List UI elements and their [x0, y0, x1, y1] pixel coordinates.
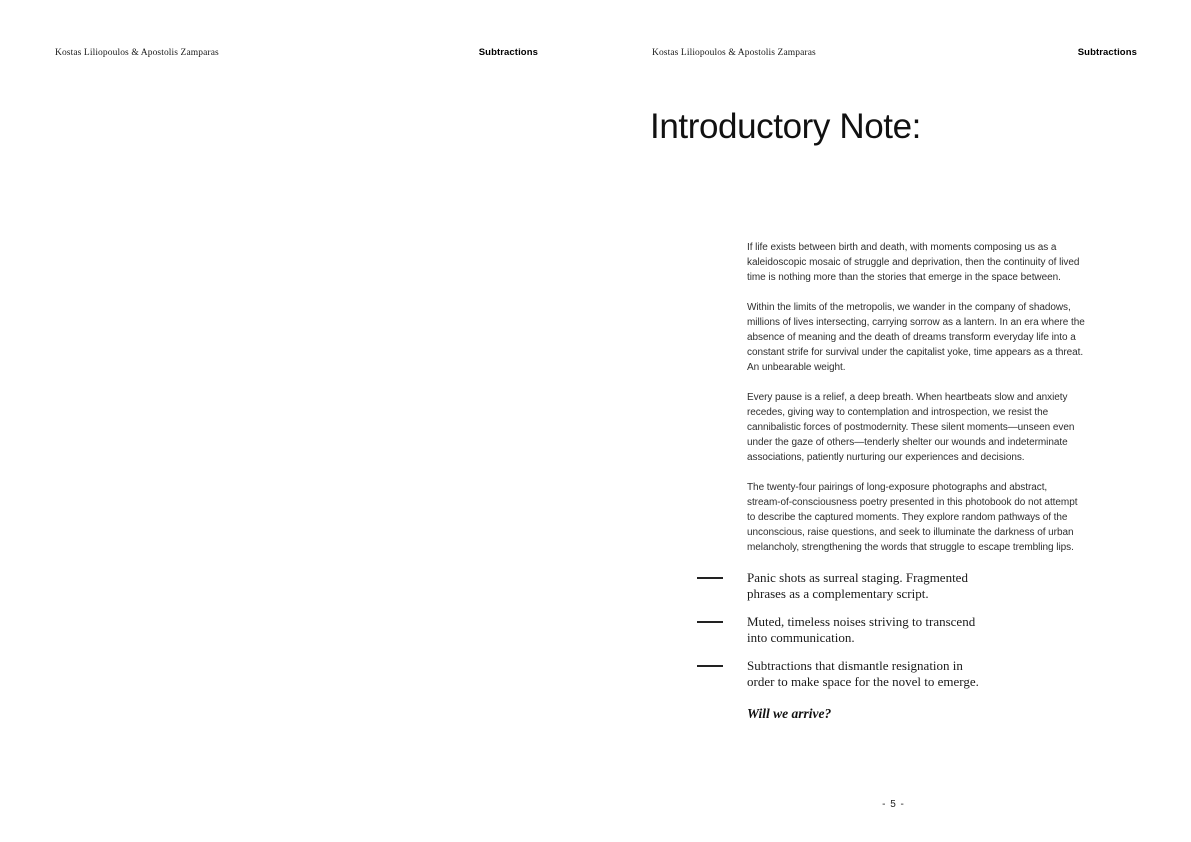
closing-question: Will we arrive? [747, 706, 832, 721]
manifesto-item-3 [747, 658, 1147, 689]
text-line: to describe the captured moments. They explore random pathways of the [747, 512, 1068, 523]
intro-paragraph-2 [747, 300, 1147, 375]
text-line: Subtractions that dismantle resignation in [747, 658, 963, 673]
text-line: stream-of-consciousness poetry presented in this photobook do not attempt [747, 497, 1078, 508]
text-line: millions of lives intersecting, carrying sorrow as a lantern. In an era where the [747, 317, 1085, 328]
text-line: Within the limits of the metropolis, we wander in the company of shadows, [747, 302, 1071, 313]
text-line: Every pause is a relief, a deep breath. When heartbeats slow and anxiety [747, 392, 1068, 403]
text-line: constant strife for survival under the capitalist yoke, time appears as a threat. [747, 347, 1084, 358]
text-line: phrases as a complementary script. [747, 585, 929, 601]
text-line: associations, patiently nurturing our experiences and decisions. [747, 452, 1025, 463]
text-line: into communication. [747, 629, 855, 645]
text-line: If life exists between birth and death, with moments composing us as a [747, 242, 1057, 253]
intro-paragraph-3 [747, 390, 1147, 465]
running-header-author: Kostas Liliopoulos & Apostolis Zamparas [55, 48, 219, 58]
text-line: unconscious, raise questions, and seek to illuminate the darkness of urban [747, 527, 1074, 538]
right-page-header [652, 47, 1137, 58]
text-line: melancholy, strengthening the words that struggle to escape trembling lips. [747, 542, 1074, 553]
page-number: - 5 - [882, 799, 905, 810]
text-line: kaleidoscopic mosaic of struggle and deprivation, then the continuity of lived [747, 257, 1080, 268]
body-text-column [747, 240, 1147, 721]
text-line: absence of meaning and the death of dreams transform everyday life into a [747, 332, 1076, 343]
manifesto-items [747, 570, 1147, 721]
left-page-header [55, 47, 538, 58]
dash-rule [697, 665, 723, 667]
manifesto-item-2 [747, 614, 1147, 645]
text-line: under the gaze of others—tenderly shelter our wounds and indeterminate [747, 437, 1068, 448]
dash-rule [697, 621, 723, 623]
text-line: An unbearable weight. [747, 362, 846, 373]
running-header-book-title: Subtractions [478, 47, 538, 58]
manifesto-item-1 [747, 570, 1147, 601]
text-line: time is nothing more than the stories that emerge in the space between. [747, 272, 1061, 283]
dash-rule [697, 577, 723, 579]
text-line: cannibalistic forces of postmodernity. These silent moments—unseen even [747, 422, 1075, 433]
page-title: Introductory Note: [650, 107, 921, 146]
text-line: Panic shots as surreal staging. Fragmented [747, 570, 968, 585]
text-line: recedes, giving way to contemplation and introspection, we resist the [747, 407, 1049, 418]
text-line: Muted, timeless noises striving to transcend [747, 614, 976, 629]
running-header-author: Kostas Liliopoulos & Apostolis Zamparas [652, 48, 816, 58]
intro-paragraph-1 [747, 240, 1147, 285]
intro-paragraph-4 [747, 480, 1147, 555]
running-header-book-title: Subtractions [1077, 47, 1137, 58]
text-line: The twenty-four pairings of long-exposure photographs and abstract, [747, 482, 1048, 493]
text-line: order to make space for the novel to emerge. [747, 673, 979, 689]
